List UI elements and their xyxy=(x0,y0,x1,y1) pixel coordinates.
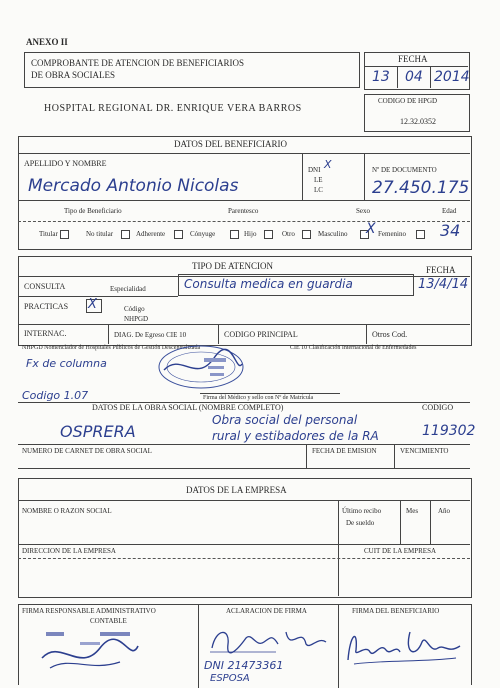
edad-label: Edad xyxy=(442,207,457,215)
practicas-label: PRACTICAS xyxy=(24,302,69,311)
mes-label: Mes xyxy=(406,507,419,515)
no-titular-option: No titular xyxy=(86,230,114,238)
titular-option: Titular xyxy=(39,230,58,238)
atencion-fecha-label: FECHA xyxy=(426,265,456,275)
diag-label: DIAG. De Egreso CIE 10 xyxy=(114,331,187,339)
empresa-title: DATOS DE LA EMPRESA xyxy=(186,485,287,495)
obra-social-codigo-value: 119302 xyxy=(422,423,476,439)
tipo-label: Tipo de Beneficiario xyxy=(64,207,122,215)
titular-checkbox[interactable] xyxy=(60,230,69,239)
obra-social-codigo-label: CODIGO xyxy=(422,403,454,412)
diagnosis-handwritten: Fx de columna xyxy=(26,357,107,370)
form-title-line-1: COMPROBANTE DE ATENCION DE BENEFICIARIOS xyxy=(31,58,245,68)
aclaracion-signature xyxy=(206,622,334,660)
aclaracion-esposa: ESPOSA xyxy=(210,673,250,684)
doctor-stamp xyxy=(156,344,246,390)
codigo-label: Código xyxy=(124,305,145,313)
masculino-option: Masculino xyxy=(318,230,348,238)
le-label: LE xyxy=(314,176,323,184)
otro-option: Otro xyxy=(282,230,295,238)
dni-label: DNI xyxy=(308,166,321,174)
codigo-handwritten: Codigo 1.07 xyxy=(22,389,89,402)
dni-check-mark: X xyxy=(324,158,332,171)
codigo-hpgd-label: CODIGO DE HPGD xyxy=(378,97,438,105)
fecha-day: 13 xyxy=(372,69,390,85)
aclaracion-dni: DNI 21473361 xyxy=(204,659,284,672)
sexo-check-mark: X xyxy=(366,221,376,237)
de-sueldo-label: De sueldo xyxy=(346,519,375,527)
atencion-title: TIPO DE ATENCION xyxy=(192,261,273,271)
name-value: Mercado Antonio Nicolas xyxy=(28,176,239,196)
ultimo-recibo-label: Último recibo xyxy=(342,507,382,515)
fecha-emision-label: FECHA DE EMISION xyxy=(312,447,377,455)
hospital-name: HOSPITAL REGIONAL DR. ENRIQUE VERA BARROS xyxy=(44,103,302,114)
firma-responsable-label: FIRMA RESPONSABLE ADMINISTRATIVO xyxy=(22,607,156,615)
codigo-hpgd-value: 12.32.0352 xyxy=(400,117,436,126)
firma-responsable-label-2: CONTABLE xyxy=(90,617,127,625)
nomenclador-note: NHPGD Nomenclador de Hospitales Públicos de Gestión Descentralizada xyxy=(22,345,201,351)
nhpgd-label: NHPGD xyxy=(124,315,149,323)
parentesco-label: Parentesco xyxy=(228,207,259,215)
vencimiento-label: VENCIMIENTO xyxy=(400,447,449,455)
obra-social-label: DATOS DE LA OBRA SOCIAL (NOMBRE COMPLETO) xyxy=(92,403,284,412)
adherente-option: Adherente xyxy=(136,230,166,238)
especialidad-value: Consulta medica en guardia xyxy=(184,277,353,291)
cuit-label: CUIT DE LA EMPRESA xyxy=(364,547,437,555)
doc-label: Nº DE DOCUMENTO xyxy=(372,166,437,174)
codigo-principal-label: CODIGO PRINCIPAL xyxy=(224,330,298,339)
direccion-label: DIRECCION DE LA EMPRESA xyxy=(22,547,116,555)
lc-label: LC xyxy=(314,186,323,194)
fecha-year: 2014 xyxy=(434,69,470,85)
edad-value: 34 xyxy=(440,221,461,240)
obra-social-value-line-1: Obra social del personal xyxy=(212,413,358,427)
femenino-option: Femenino xyxy=(378,230,406,238)
sexo-label: Sexo xyxy=(356,207,370,215)
especialidad-label: Especialidad xyxy=(110,285,146,293)
otros-cod-label: Otros Cod. xyxy=(372,330,408,339)
carnet-label: NUMERO DE CARNET DE OBRA SOCIAL xyxy=(22,447,152,455)
internac-label: INTERNAC. xyxy=(24,329,67,338)
form-title-line-2: DE OBRA SOCIALES xyxy=(31,70,116,80)
obra-social-value-line-2: OSPRERA xyxy=(60,422,136,441)
conyuge-checkbox[interactable] xyxy=(230,230,239,239)
fecha-label: FECHA xyxy=(398,54,428,64)
no-titular-checkbox[interactable] xyxy=(121,230,130,239)
doc-value: 27.450.175 xyxy=(372,178,470,198)
otro-checkbox[interactable] xyxy=(302,230,311,239)
empresa-section xyxy=(18,478,472,598)
aclaracion-label: ACLARACION DE FIRMA xyxy=(226,607,307,615)
admin-stamp xyxy=(40,628,140,678)
atencion-fecha-value: 13/4/14 xyxy=(418,277,469,292)
conyuge-option: Cónyuge xyxy=(190,230,216,238)
hijo-option: Hijo xyxy=(244,230,257,238)
hijo-checkbox[interactable] xyxy=(264,230,273,239)
obra-social-value-line-3: rural y estibadores de la RA xyxy=(212,429,379,443)
annex-label: ANEXO II xyxy=(26,37,68,47)
practicas-check-mark: X xyxy=(88,297,97,312)
beneficiario-signature xyxy=(344,624,466,668)
name-label: APELLIDO Y NOMBRE xyxy=(24,159,107,168)
adherente-checkbox[interactable] xyxy=(174,230,183,239)
consulta-label: CONSULTA xyxy=(24,282,66,291)
beneficiario-title: DATOS DEL BENEFICIARIO xyxy=(174,139,288,149)
femenino-checkbox[interactable] xyxy=(416,230,425,239)
fecha-month: 04 xyxy=(405,69,423,85)
razon-social-label: NOMBRE O RAZON SOCIAL xyxy=(22,507,112,515)
anio-label: Año xyxy=(438,507,451,515)
firma-beneficiario-label: FIRMA DEL BENEFICIARIO xyxy=(352,607,440,615)
firma-medico-label: Firma del Médico y sello con Nº de Matrícula xyxy=(203,395,314,401)
cie-note: CIE 10 Clasificación Internacional de Enfermedades xyxy=(290,345,417,351)
